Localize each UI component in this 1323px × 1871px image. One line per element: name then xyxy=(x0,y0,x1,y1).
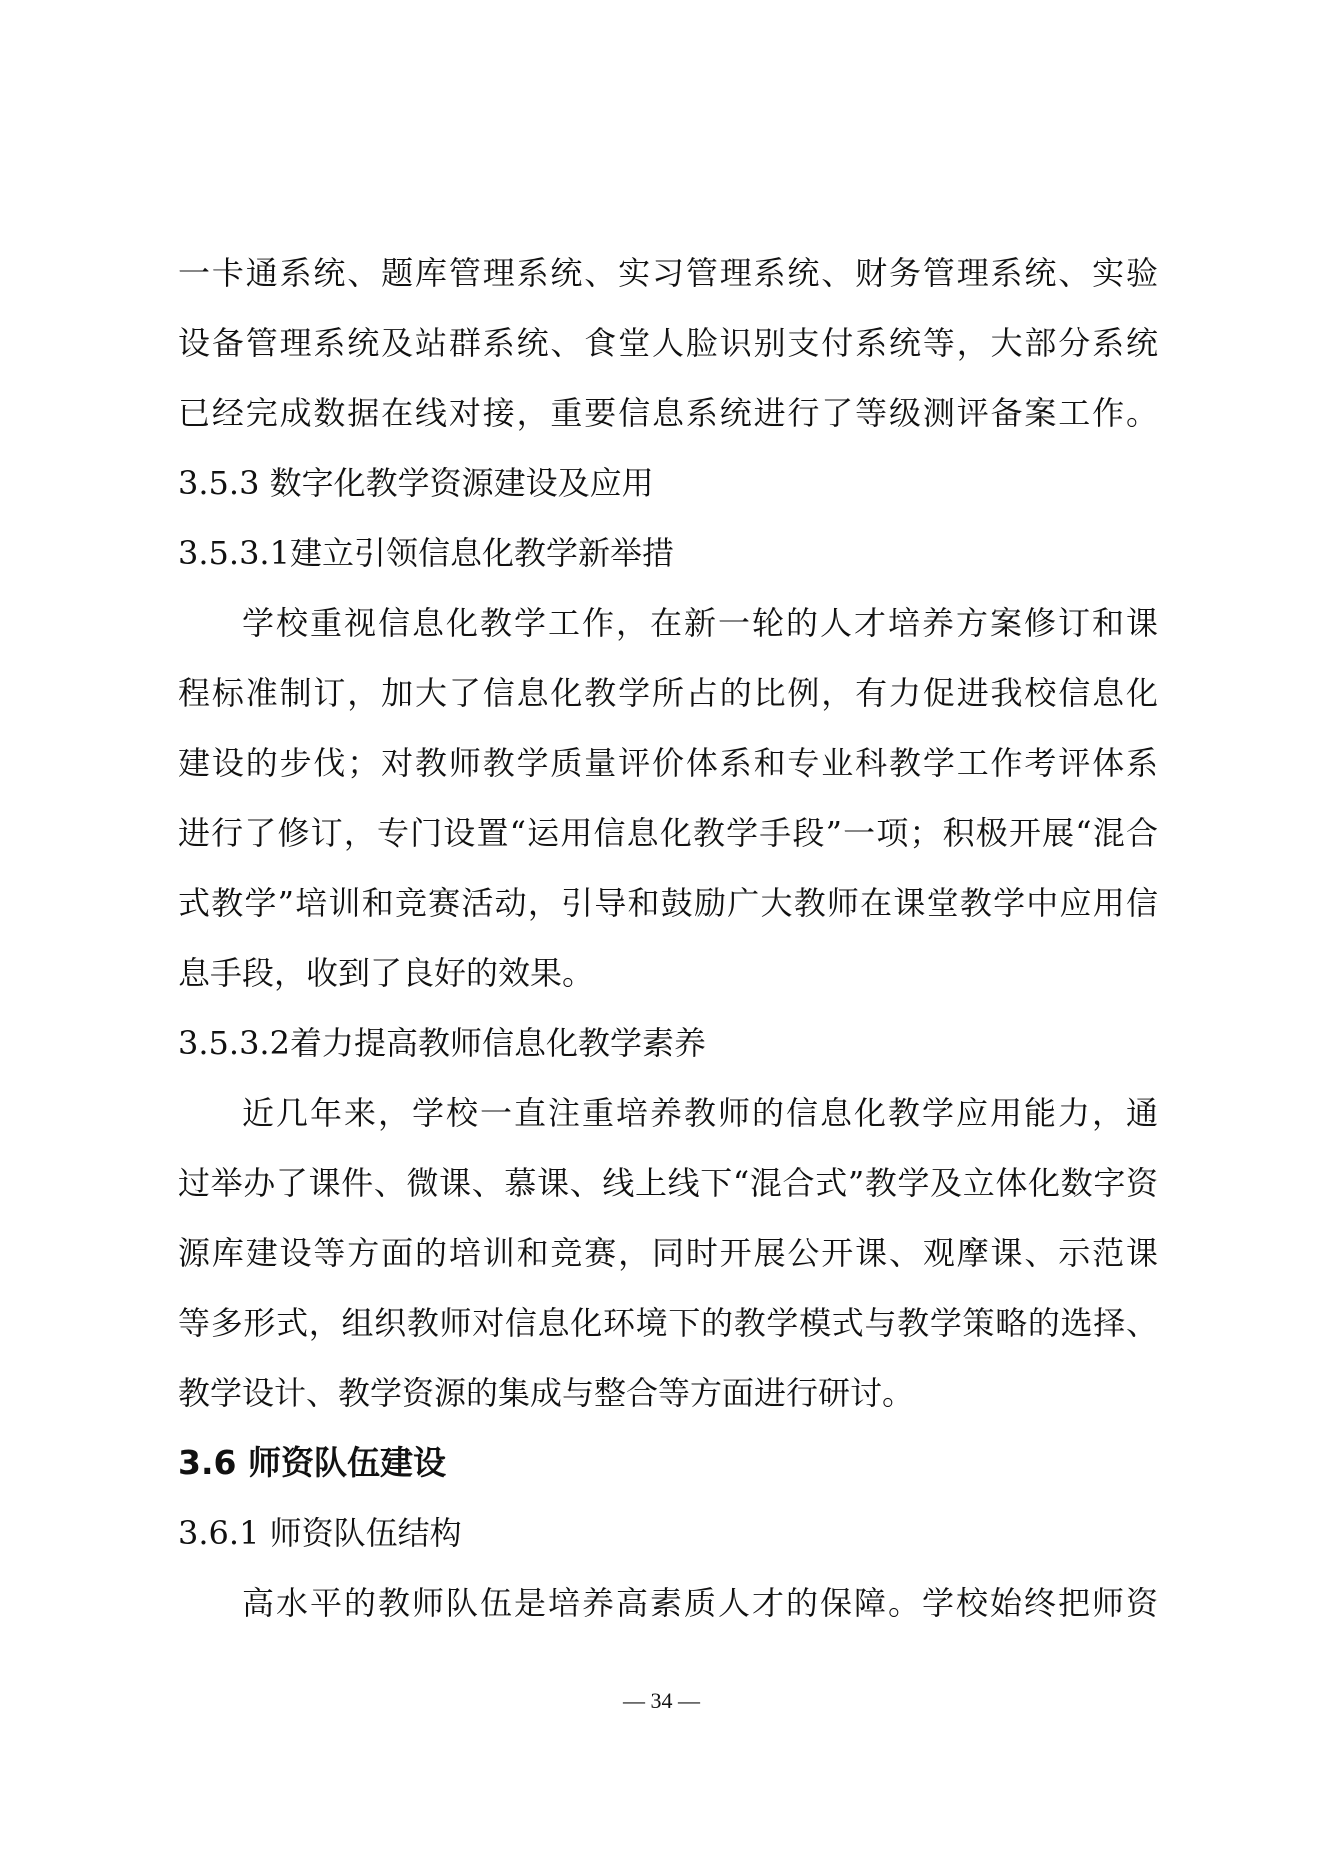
body-line: 已经完成数据在线对接，重要信息系统进行了等级测评备案工作。 xyxy=(178,394,1158,432)
paragraph-first-line: 近几年来，学校一直注重培养教师的信息化教学应用能力，通 xyxy=(242,1094,1158,1132)
body-line: 程标准制订，加大了信息化教学所占的比例，有力促进我校信息化 xyxy=(178,674,1158,712)
subsection-heading: 3.5.3.1建立引领信息化教学新举措 xyxy=(178,534,674,572)
section-heading: 3.5.3 数字化教学资源建设及应用 xyxy=(178,464,654,502)
body-line: 等多形式，组织教师对信息化环境下的教学模式与教学策略的选择、 xyxy=(178,1304,1158,1342)
paragraph-first-line: 高水平的教师队伍是培养高素质人才的保障。学校始终把师资 xyxy=(242,1584,1158,1622)
body-line: 一卡通系统、题库管理系统、实习管理系统、财务管理系统、实验 xyxy=(178,254,1158,292)
body-line: 教学设计、教学资源的集成与整合等方面进行研讨。 xyxy=(178,1374,915,1412)
document-body xyxy=(178,238,1158,1638)
body-line: 过举办了课件、微课、慕课、线上线下“混合式”教学及立体化数字资 xyxy=(178,1164,1158,1202)
section-heading: 3.6.1 师资队伍结构 xyxy=(178,1514,462,1552)
body-line: 设备管理系统及站群系统、食堂人脸识别支付系统等，大部分系统 xyxy=(178,324,1158,362)
paragraph-first-line: 学校重视信息化教学工作，在新一轮的人才培养方案修订和课 xyxy=(242,604,1158,642)
subsection-heading: 3.5.3.2着力提高教师信息化教学素养 xyxy=(178,1024,706,1062)
body-line: 息手段，收到了良好的效果。 xyxy=(178,954,595,992)
body-line: 建设的步伐；对教师教学质量评价体系和专业科教学工作考评体系 xyxy=(178,744,1158,782)
page-number: — 34 — xyxy=(623,1688,700,1713)
body-line: 源库建设等方面的培训和竞赛，同时开展公开课、观摩课、示范课 xyxy=(178,1234,1158,1272)
body-line: 进行了修订，专门设置“运用信息化教学手段”一项；积极开展“混合 xyxy=(178,814,1158,852)
body-line: 式教学”培训和竞赛活动，引导和鼓励广大教师在课堂教学中应用信 xyxy=(178,884,1158,922)
chapter-heading: 3.6 师资队伍建设 xyxy=(178,1443,446,1482)
